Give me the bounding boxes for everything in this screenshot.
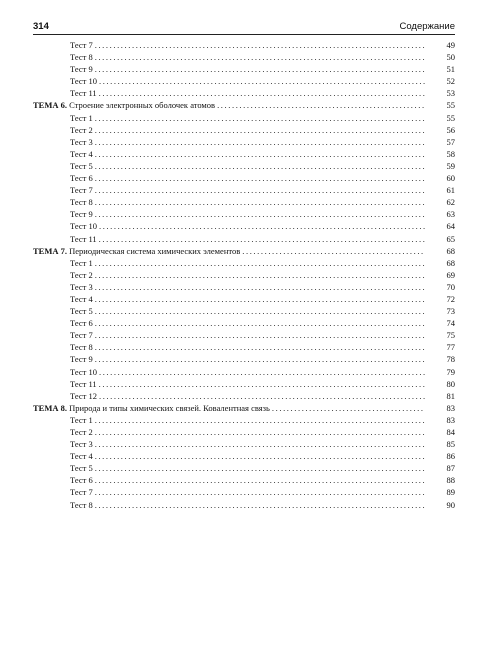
dot-leader [95,124,425,136]
dot-leader [95,208,425,220]
toc-page-number: 74 [446,318,455,329]
toc-entry-label: Тест 11 [70,88,97,99]
toc-test-entry[interactable] [33,341,455,353]
dot-leader [95,317,425,329]
toc-test-entry[interactable] [33,269,455,281]
toc-test-entry[interactable] [33,474,455,486]
toc-test-entry[interactable] [33,293,455,305]
toc-entry-label: Тест 7 [70,330,93,341]
toc-test-entry[interactable] [33,112,455,124]
dot-leader [99,220,425,232]
toc-entry-label: Тест 8 [70,197,93,208]
toc-entry-label: Тест 8 [70,499,93,510]
toc-entry-label: Тест 2 [70,269,93,280]
dot-leader [95,426,425,438]
toc-entry-label: Тест 7 [70,185,93,196]
toc-entry-label: Тест 4 [70,148,93,159]
dot-leader [95,184,425,196]
toc-entry-label: Тест 2 [70,427,93,437]
toc-entry-label: Тест 2 [70,124,93,135]
dot-leader [95,414,425,426]
toc-entry-label: Тест 5 [70,160,93,171]
toc-page-number: 90 [446,499,455,510]
toc-page-number: 75 [446,330,455,341]
toc-page-number: 72 [446,293,455,304]
toc-page-number: 55 [446,112,455,123]
toc-page-number: 77 [446,342,455,353]
dot-leader [95,474,425,486]
toc-page-number: 85 [446,439,455,450]
toc-entry-label: Тест 1 [70,257,93,268]
toc-test-entry[interactable] [33,63,455,75]
running-title: Содержание [399,21,455,32]
page-number: 314 [33,21,49,32]
toc-test-entry[interactable] [33,233,455,245]
toc-test-entry[interactable] [33,486,455,498]
toc-page-number: 68 [446,245,455,256]
toc-test-entry[interactable] [33,220,455,232]
toc-entry-label: Тест 10 [70,221,97,232]
toc-page-number: 81 [446,390,455,401]
dot-leader [99,233,425,245]
toc-page-number: 64 [446,221,455,232]
toc-page-number: 88 [446,475,455,486]
toc-test-entry[interactable] [33,87,455,99]
toc-page-number: 56 [446,124,455,135]
toc-page-number: 53 [446,88,455,99]
toc-test-entry[interactable] [33,75,455,87]
toc-test-entry[interactable] [33,124,455,136]
toc-page-number: 83 [446,414,455,425]
toc-test-entry[interactable] [33,317,455,329]
dot-leader [217,99,425,111]
toc-theme-entry[interactable] [33,245,455,257]
toc-entry-label: Тест 9 [70,64,93,75]
dot-leader [95,305,425,317]
table-of-contents [33,39,455,511]
toc-test-entry[interactable] [33,51,455,63]
toc-page-number: 87 [446,463,455,474]
toc-page-number: 63 [446,209,455,220]
toc-theme-prefix: ТЕМА 8. [33,402,67,413]
toc-test-entry[interactable] [33,39,455,51]
toc-entry-label: Тест 6 [70,173,93,184]
toc-test-entry[interactable] [33,353,455,365]
toc-entry-label: Тест 1 [70,414,93,425]
toc-page-number: 65 [446,233,455,244]
toc-page-number: 61 [446,185,455,196]
dot-leader [95,462,425,474]
toc-entry-label: Тест 6 [70,318,93,329]
dot-leader [95,438,425,450]
dot-leader [95,39,425,51]
toc-test-entry[interactable] [33,208,455,220]
toc-page-number: 83 [446,402,455,413]
toc-theme-prefix: ТЕМА 6. [33,100,67,111]
toc-entry-label: Тест 8 [70,342,93,353]
toc-test-entry[interactable] [33,438,455,450]
dot-leader [95,341,425,353]
toc-entry-label: Тест 11 [70,233,97,244]
toc-entry-label: Тест 6 [70,475,93,486]
dot-leader [95,160,425,172]
toc-test-entry[interactable] [33,499,455,511]
toc-test-entry[interactable] [33,329,455,341]
dot-leader [95,499,425,511]
toc-entry-label: Тест 12 [70,390,97,401]
toc-entry-label [33,402,272,414]
dot-leader [95,329,425,341]
dot-leader [95,196,425,208]
toc-entry-label: Тест 7 [70,40,93,50]
toc-test-entry[interactable] [33,305,455,317]
toc-test-entry[interactable] [33,366,455,378]
toc-entry-label: Тест 3 [70,136,93,147]
toc-entry-label: Тест 9 [70,354,93,365]
toc-entry-label [33,99,217,111]
toc-test-entry[interactable] [33,426,455,438]
toc-page-number: 69 [446,269,455,280]
toc-page-number: 55 [446,100,455,111]
toc-page-number: 59 [446,160,455,171]
dot-leader [99,390,425,402]
toc-page-number: 70 [446,281,455,292]
toc-entry-label: Тест 9 [70,209,93,220]
toc-test-entry[interactable] [33,196,455,208]
toc-entry-label [33,245,242,257]
toc-page-number: 84 [446,427,455,437]
toc-page-number: 51 [446,64,455,75]
toc-entry-label: Тест 4 [70,293,93,304]
dot-leader [95,450,425,462]
toc-test-entry[interactable] [33,136,455,148]
dot-leader [95,51,425,63]
dot-leader [99,75,425,87]
dot-leader [95,293,425,305]
toc-page-number: 73 [446,306,455,317]
dot-leader [272,402,425,414]
toc-theme-title: Периодическая система химических элементов [69,245,241,256]
toc-entry-label: Тест 10 [70,76,97,87]
toc-test-entry[interactable] [33,172,455,184]
dot-leader [95,136,425,148]
toc-theme-title: Строение электронных оболочек атомов [69,100,216,111]
toc-page-number: 49 [446,40,455,50]
toc-theme-prefix: ТЕМА 7. [33,245,67,256]
dot-leader [95,269,425,281]
toc-page-number: 57 [446,136,455,147]
toc-entry-label: Тест 3 [70,281,93,292]
toc-page-number: 58 [446,148,455,159]
toc-test-entry[interactable] [33,378,455,390]
toc-entry-label: Тест 3 [70,439,93,450]
toc-test-entry[interactable] [33,390,455,402]
dot-leader [242,245,425,257]
toc-theme-title: Природа и типы химических связей. Ковалентная связь [69,402,270,413]
toc-entry-label: Тест 1 [70,112,93,123]
toc-test-entry[interactable] [33,414,455,426]
dot-leader [95,148,425,160]
toc-page-number: 89 [446,487,455,498]
dot-leader [99,378,425,390]
toc-page-number: 86 [446,451,455,462]
toc-page-number: 79 [446,366,455,377]
toc-test-entry[interactable] [33,450,455,462]
toc-theme-entry[interactable] [33,402,455,414]
toc-page-number: 50 [446,52,455,63]
toc-page-number: 52 [446,76,455,87]
toc-entry-label: Тест 11 [70,378,97,389]
dot-leader [95,63,425,75]
toc-entry-label: Тест 8 [70,52,93,63]
toc-page-number: 60 [446,173,455,184]
toc-test-entry[interactable] [33,148,455,160]
toc-test-entry[interactable] [33,462,455,474]
toc-test-entry[interactable] [33,281,455,293]
toc-theme-entry[interactable] [33,99,455,111]
toc-entry-label: Тест 5 [70,463,93,474]
dot-leader [95,353,425,365]
dot-leader [99,87,425,99]
toc-test-entry[interactable] [33,160,455,172]
toc-page-number: 78 [446,354,455,365]
toc-page-number: 80 [446,378,455,389]
toc-page-number: 62 [446,197,455,208]
toc-test-entry[interactable] [33,184,455,196]
toc-test-entry[interactable] [33,257,455,269]
dot-leader [95,486,425,498]
dot-leader [95,172,425,184]
page-header [33,16,455,35]
dot-leader [95,112,425,124]
dot-leader [99,366,425,378]
toc-entry-label: Тест 5 [70,306,93,317]
toc-entry-label: Тест 4 [70,451,93,462]
toc-entry-label: Тест 7 [70,487,93,498]
toc-page-number: 68 [446,257,455,268]
dot-leader [95,281,425,293]
toc-entry-label: Тест 10 [70,366,97,377]
dot-leader [95,257,425,269]
